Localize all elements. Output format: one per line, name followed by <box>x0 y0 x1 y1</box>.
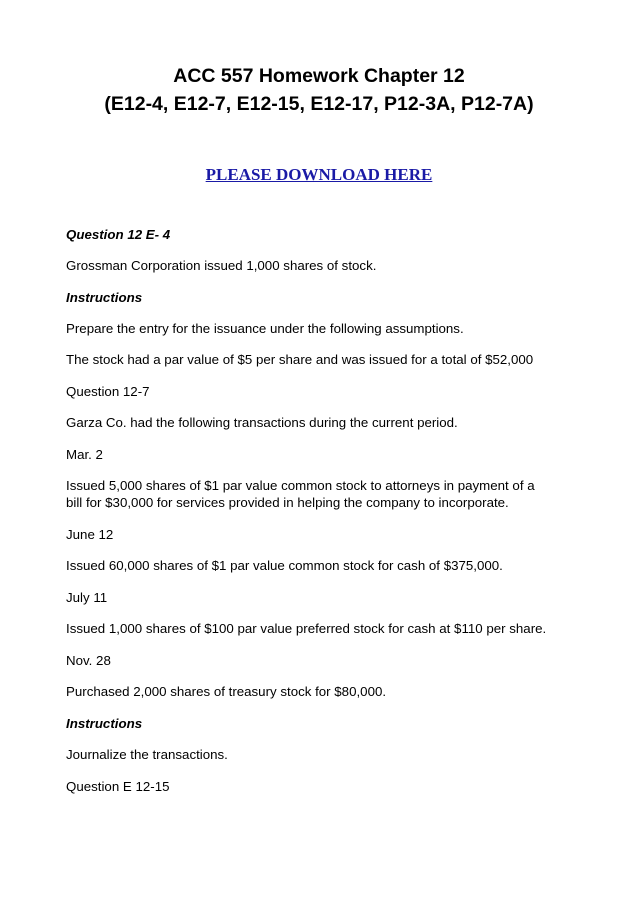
question-heading: Question 12 E- 4 <box>66 227 171 242</box>
transaction-date: Nov. 28 <box>66 653 111 668</box>
instructions-heading: Instructions <box>66 716 143 731</box>
document-title: ACC 557 Homework Chapter 12 <box>173 65 465 87</box>
transaction-date: Mar. 2 <box>66 447 103 462</box>
question-heading: Question 12-7 <box>66 384 150 399</box>
transaction-text: Issued 1,000 shares of $100 par value preferred stock for cash at $110 per share. <box>66 621 547 636</box>
transaction-text: Purchased 2,000 shares of treasury stock for $80,000. <box>66 684 387 699</box>
paragraph: Garza Co. had the following transactions during the current period. <box>66 415 458 430</box>
paragraph: The stock had a par value of $5 per share and was issued for a total of $52,000 <box>66 352 534 367</box>
paragraph: Prepare the entry for the issuance under the following assumptions. <box>66 321 464 336</box>
question-heading: Question E 12-15 <box>66 779 170 794</box>
paragraph: Grossman Corporation issued 1,000 shares of stock. <box>66 258 377 273</box>
transaction-text: Issued 60,000 shares of $1 par value common stock for cash of $375,000. <box>66 558 503 573</box>
document-subtitle: (E12-4, E12-7, E12-15, E12-17, P12-3A, P12-7A) <box>104 93 534 115</box>
transaction-text: Issued 5,000 shares of $1 par value common stock to attorneys in payment of a <box>66 478 535 493</box>
download-link[interactable]: PLEASE DOWNLOAD HERE <box>205 165 433 184</box>
instructions-heading: Instructions <box>66 290 143 305</box>
transaction-date: July 11 <box>66 590 108 605</box>
transaction-date: June 12 <box>66 527 114 542</box>
paragraph: Journalize the transactions. <box>66 747 228 762</box>
transaction-text: bill for $30,000 for services provided in helping the company to incorporate. <box>66 495 509 510</box>
